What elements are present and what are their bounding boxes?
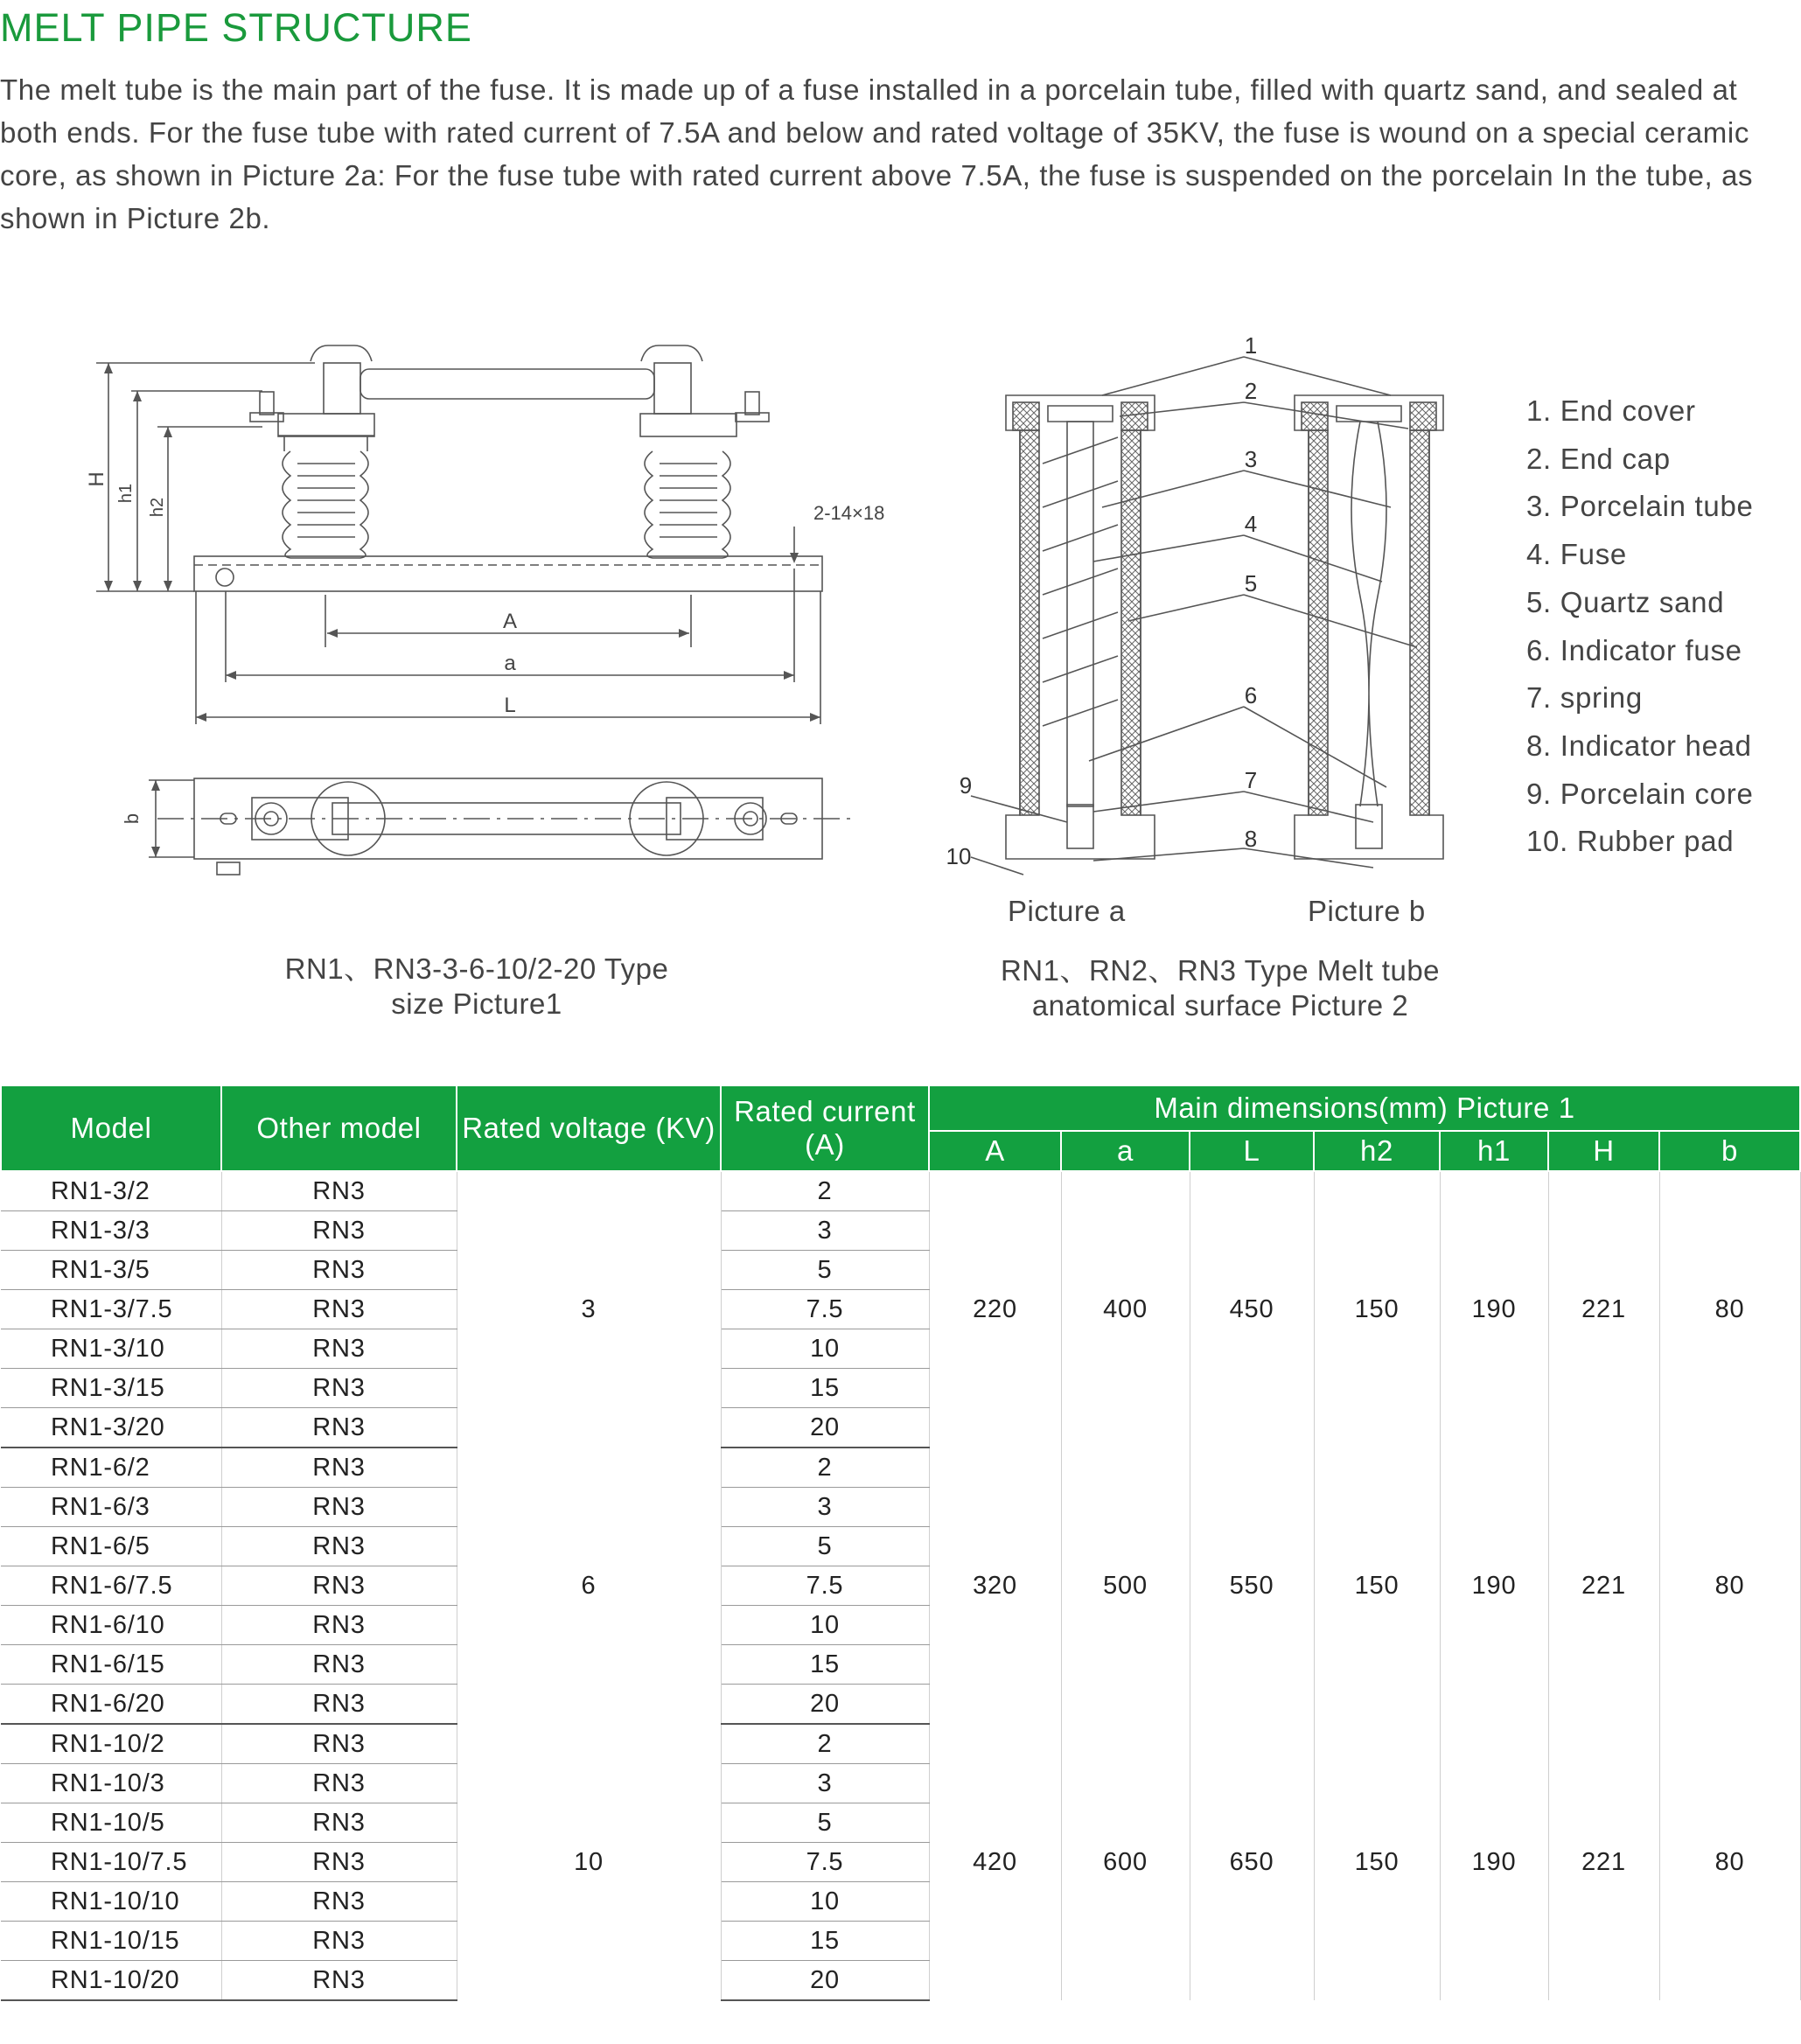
picture1-caption-line2: size Picture1 <box>391 987 562 1020</box>
cell-dim-A: 420 <box>929 1724 1061 2000</box>
cell-model: RN1-10/15 <box>1 1922 221 1961</box>
cell-rated-current: 5 <box>721 1251 929 1290</box>
cell-other-model: RN3 <box>221 1448 457 1488</box>
callout-6: 6 <box>1244 682 1258 708</box>
cell-rated-current: 3 <box>721 1488 929 1527</box>
header-rated-voltage: Rated voltage (KV) <box>457 1085 721 1171</box>
legend-item: 7. spring <box>1526 681 1643 715</box>
cell-other-model: RN3 <box>221 1645 457 1685</box>
table-row <box>1 1724 1800 1764</box>
cell-rated-current: 20 <box>721 1408 929 1448</box>
spec-table <box>0 1085 1801 2001</box>
cell-dim-A: 320 <box>929 1448 1061 1724</box>
cell-dim-h2: 150 <box>1314 1448 1440 1724</box>
cell-other-model: RN3 <box>221 1369 457 1408</box>
table-body <box>1 1171 1800 2000</box>
dim-label-A: A <box>502 610 518 633</box>
hole-label: 2-14×18 <box>813 502 885 524</box>
dim-label-L: L <box>504 694 516 717</box>
cell-model: RN1-3/10 <box>1 1329 221 1369</box>
cell-dim-L: 550 <box>1190 1448 1314 1724</box>
cell-dim-a: 400 <box>1061 1171 1190 1448</box>
cell-rated-current: 2 <box>721 1724 929 1764</box>
picture2-caption-line1: RN1、RN2、RN3 Type Melt tube <box>1000 954 1441 987</box>
cell-rated-current: 20 <box>721 1961 929 2001</box>
cell-other-model: RN3 <box>221 1843 457 1882</box>
dim-label-b: b <box>121 813 143 825</box>
cell-dim-a: 500 <box>1061 1448 1190 1724</box>
cell-rated-current: 15 <box>721 1645 929 1685</box>
cell-dim-b: 80 <box>1659 1448 1800 1724</box>
cell-dim-H: 221 <box>1548 1171 1659 1448</box>
cell-dim-h1: 190 <box>1440 1448 1548 1724</box>
cell-model: RN1-10/7.5 <box>1 1843 221 1882</box>
legend-item: 10. Rubber pad <box>1526 825 1735 858</box>
cell-rated-current: 2 <box>721 1448 929 1488</box>
intro-paragraph: The melt tube is the main part of the fuse. It is made up of a fuse installed in a porcelain tube, filled with quartz sand, and sealed at both ends. For the fuse tube with rated current of 7.5A and below and rated voltage of 35KV, the fuse is wound on a special ceramic core, as shown in Picture 2a: For the fuse tube with rated current above 7.5A, the fuse is suspended on the porcelain In the tube, as shown in Picture 2b. <box>0 73 1754 234</box>
header-dim-A: A <box>929 1131 1061 1171</box>
cell-dim-H: 221 <box>1548 1448 1659 1724</box>
callout-3: 3 <box>1244 446 1258 472</box>
header-dim-L: L <box>1190 1131 1314 1171</box>
callout-8: 8 <box>1244 826 1258 852</box>
header-rated-current: Rated current (A) <box>721 1085 929 1171</box>
cell-dim-h2: 150 <box>1314 1724 1440 2000</box>
cell-other-model: RN3 <box>221 1171 457 1211</box>
cell-other-model: RN3 <box>221 1803 457 1843</box>
picture-b-label: Picture b <box>1308 895 1426 927</box>
header-dim-H: H <box>1548 1131 1659 1171</box>
picture1-caption-line1: RN1、RN3-3-6-10/2-20 Type <box>284 952 669 985</box>
cell-other-model: RN3 <box>221 1211 457 1251</box>
cell-dim-L: 450 <box>1190 1171 1314 1448</box>
cell-rated-current: 2 <box>721 1171 929 1211</box>
cell-model: RN1-10/10 <box>1 1882 221 1922</box>
header-dim-h1: h1 <box>1440 1131 1548 1171</box>
dim-label-h1: h1 <box>116 483 136 504</box>
cell-rated-current: 3 <box>721 1211 929 1251</box>
cell-other-model: RN3 <box>221 1764 457 1803</box>
cell-other-model: RN3 <box>221 1566 457 1606</box>
cell-other-model: RN3 <box>221 1961 457 2001</box>
cell-other-model: RN3 <box>221 1527 457 1566</box>
header-main-dimensions: Main dimensions(mm) Picture 1 <box>929 1085 1800 1131</box>
cell-dim-A: 220 <box>929 1171 1061 1448</box>
callout-9: 9 <box>959 772 973 799</box>
cell-model: RN1-10/5 <box>1 1803 221 1843</box>
header-other-model: Other model <box>221 1085 457 1171</box>
dim-label-h2: h2 <box>148 497 167 518</box>
cell-rated-current: 5 <box>721 1527 929 1566</box>
callout-5: 5 <box>1244 570 1258 596</box>
cell-rated-current: 10 <box>721 1606 929 1645</box>
cell-model: RN1-10/20 <box>1 1961 221 2001</box>
table-row <box>1 1171 1800 1211</box>
cell-dim-b: 80 <box>1659 1724 1800 2000</box>
cell-rated-current: 7.5 <box>721 1566 929 1606</box>
header-dim-b: b <box>1659 1131 1800 1171</box>
cell-other-model: RN3 <box>221 1290 457 1329</box>
picture2-drawing <box>918 332 1487 962</box>
legend-item: 5. Quartz sand <box>1526 585 1725 618</box>
cell-rated-current: 7.5 <box>721 1843 929 1882</box>
cell-rated-voltage: 10 <box>457 1724 721 2000</box>
cell-dim-h1: 190 <box>1440 1171 1548 1448</box>
cell-model: RN1-3/5 <box>1 1251 221 1290</box>
legend-item: 8. Indicator head <box>1526 729 1752 762</box>
cell-model: RN1-6/7.5 <box>1 1566 221 1606</box>
cell-rated-current: 5 <box>721 1803 929 1843</box>
legend-item: 2. End cap <box>1526 442 1671 475</box>
cell-rated-voltage: 6 <box>457 1448 721 1724</box>
cell-other-model: RN3 <box>221 1408 457 1448</box>
callout-10: 10 <box>946 843 972 869</box>
cell-model: RN1-6/15 <box>1 1645 221 1685</box>
cell-model: RN1-3/7.5 <box>1 1290 221 1329</box>
cell-model: RN1-6/5 <box>1 1527 221 1566</box>
picture1-drawing <box>0 332 885 910</box>
callout-4: 4 <box>1244 511 1258 537</box>
cell-model: RN1-6/20 <box>1 1685 221 1725</box>
cell-rated-current: 7.5 <box>721 1290 929 1329</box>
cell-model: RN1-10/2 <box>1 1724 221 1764</box>
cell-rated-current: 15 <box>721 1922 929 1961</box>
cell-model: RN1-6/3 <box>1 1488 221 1527</box>
cell-rated-current: 10 <box>721 1882 929 1922</box>
cell-dim-a: 600 <box>1061 1724 1190 2000</box>
picture2-caption <box>940 953 1500 1023</box>
cell-other-model: RN3 <box>221 1606 457 1645</box>
cell-rated-current: 3 <box>721 1764 929 1803</box>
header-dim-a: a <box>1061 1131 1190 1171</box>
legend-item: 9. Porcelain core <box>1526 777 1754 810</box>
legend-item: 6. Indicator fuse <box>1526 633 1742 666</box>
cell-other-model: RN3 <box>221 1685 457 1725</box>
cell-other-model: RN3 <box>221 1882 457 1922</box>
page-title: MELT PIPE STRUCTURE <box>0 5 472 50</box>
cell-model: RN1-3/2 <box>1 1171 221 1211</box>
legend-item: 1. End cover <box>1526 394 1696 427</box>
callout-7: 7 <box>1244 767 1258 793</box>
cell-dim-h1: 190 <box>1440 1724 1548 2000</box>
dim-label-a: a <box>504 652 516 675</box>
dim-label-H: H <box>85 471 108 487</box>
cell-dim-H: 221 <box>1548 1724 1659 2000</box>
cell-other-model: RN3 <box>221 1329 457 1369</box>
picture-a-label: Picture a <box>1008 895 1126 927</box>
picture1-caption <box>201 952 752 1022</box>
cell-rated-voltage: 3 <box>457 1171 721 1448</box>
cell-dim-b: 80 <box>1659 1171 1800 1448</box>
header-dim-h2: h2 <box>1314 1131 1440 1171</box>
picture2-caption-line2: anatomical surface Picture 2 <box>1031 989 1409 1022</box>
parts-legend <box>1526 387 1754 866</box>
cell-dim-h2: 150 <box>1314 1171 1440 1448</box>
cell-other-model: RN3 <box>221 1724 457 1764</box>
callout-1: 1 <box>1244 332 1258 359</box>
cell-rated-current: 20 <box>721 1685 929 1725</box>
legend-item: 3. Porcelain tube <box>1526 490 1754 523</box>
cell-other-model: RN3 <box>221 1922 457 1961</box>
cell-model: RN1-3/3 <box>1 1211 221 1251</box>
cell-rated-current: 15 <box>721 1369 929 1408</box>
callout-2: 2 <box>1244 378 1258 404</box>
cell-model: RN1-3/15 <box>1 1369 221 1408</box>
cell-model: RN1-6/2 <box>1 1448 221 1488</box>
cell-rated-current: 10 <box>721 1329 929 1369</box>
cell-model: RN1-3/20 <box>1 1408 221 1448</box>
cell-dim-L: 650 <box>1190 1724 1314 2000</box>
cell-model: RN1-10/3 <box>1 1764 221 1803</box>
cell-other-model: RN3 <box>221 1251 457 1290</box>
cell-other-model: RN3 <box>221 1488 457 1527</box>
cell-model: RN1-6/10 <box>1 1606 221 1645</box>
legend-item: 4. Fuse <box>1526 538 1627 571</box>
header-model: Model <box>1 1085 221 1171</box>
table-row <box>1 1448 1800 1488</box>
